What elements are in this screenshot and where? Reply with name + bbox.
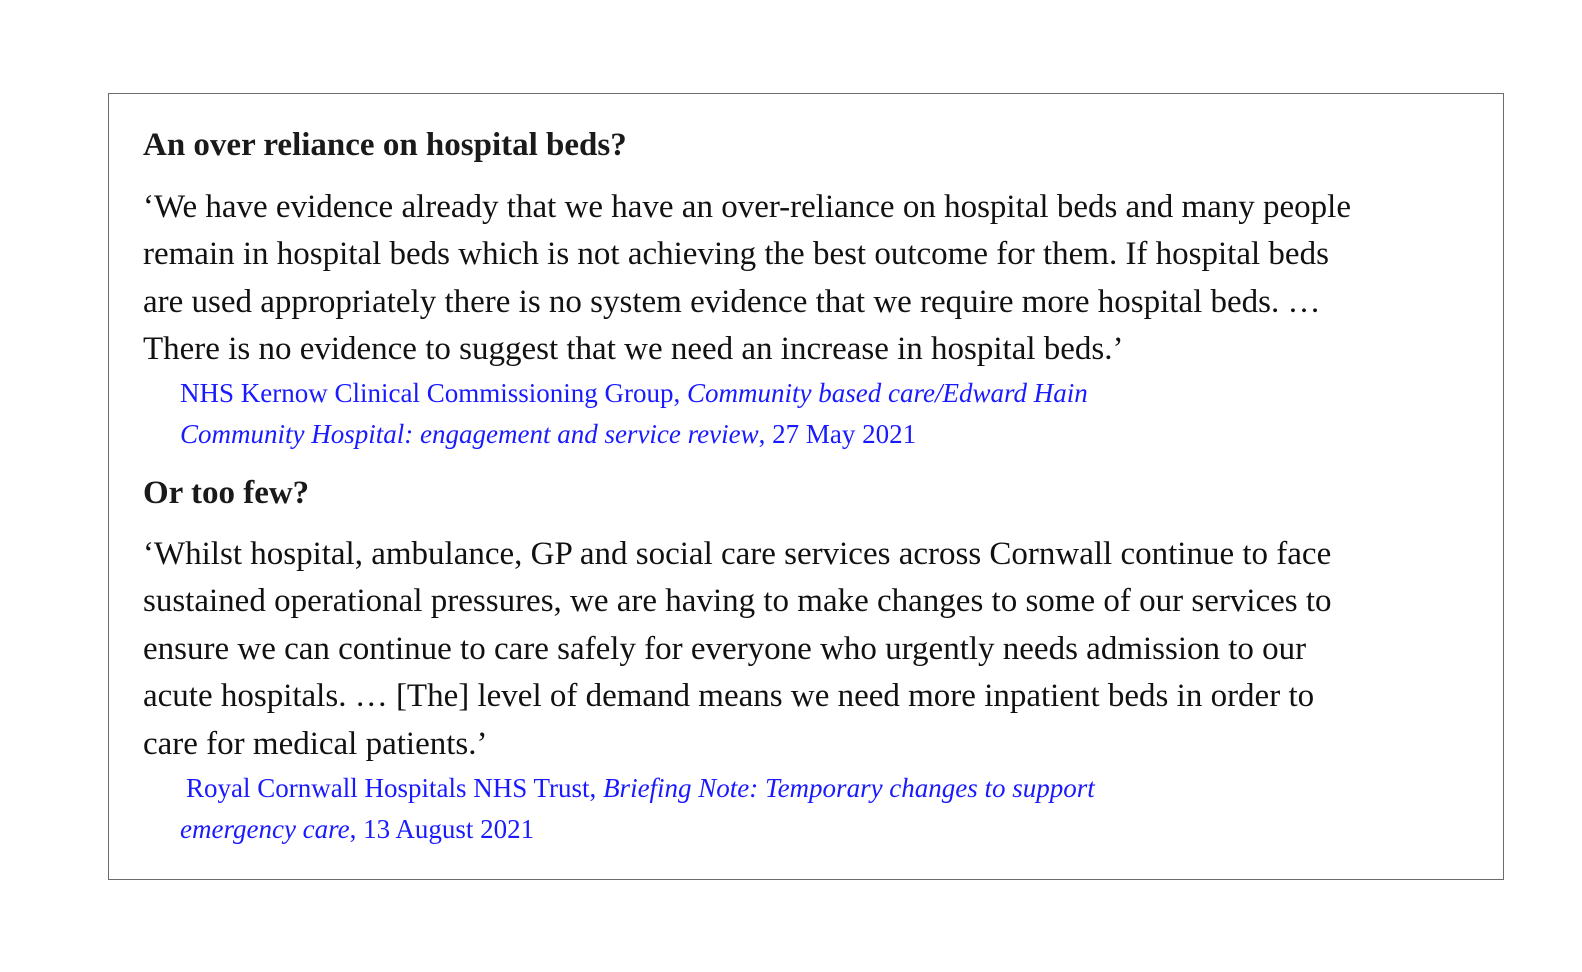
citation-line [180,809,1095,850]
citation-line [180,414,1088,455]
citation-nhs-kernow [180,373,1088,454]
citation-line [180,373,1088,414]
citation-royal-cornwall [180,768,1095,849]
quote-line: sustained operational pressures, we are having to make changes to some of our services to [143,583,1332,620]
quote-line: acute hospitals. … [The] level of demand means we need more inpatient beds in order to [143,678,1315,715]
citation-source: NHS Kernow Clinical Commissioning Group, [180,378,687,408]
quote-line: ‘We have evidence already that we have an over-reliance on hospital beds and many people [143,189,1351,225]
citation-title: Community Hospital: engagement and service review [180,418,759,449]
quote-line: care for medical patients.’ [143,725,488,762]
quote-line: remain in hospital beds which is not achieving the best outcome for them. If hospital beds [143,236,1329,273]
citation-date: , 27 May 2021 [758,418,917,449]
citation-date: , 13 August 2021 [349,813,535,844]
quote-line: There is no evidence to suggest that we need an increase in hospital beds.’ [143,331,1124,368]
citation-title: emergency care [180,813,350,844]
quote-too-few [143,531,1332,768]
citation-source: Royal Cornwall Hospitals NHS Trust, [186,773,604,803]
quote-over-reliance [143,184,1351,374]
quote-line: ‘Whilst hospital, ambulance, GP and social care services across Cornwall continue to face [143,536,1332,572]
quote-line: ensure we can continue to care safely for everyone who urgently needs admission to our [143,630,1307,667]
section-heading-over-reliance: An over reliance on hospital beds? [143,127,627,163]
citation-title: Briefing Note: Temporary changes to support [603,773,1095,803]
section-heading-too-few: Or too few? [143,475,310,511]
citation-title: Community based care/Edward Hain [687,378,1088,408]
citation-line [180,768,1095,809]
quote-line: are used appropriately there is no system evidence that we require more hospital beds. … [143,283,1321,320]
